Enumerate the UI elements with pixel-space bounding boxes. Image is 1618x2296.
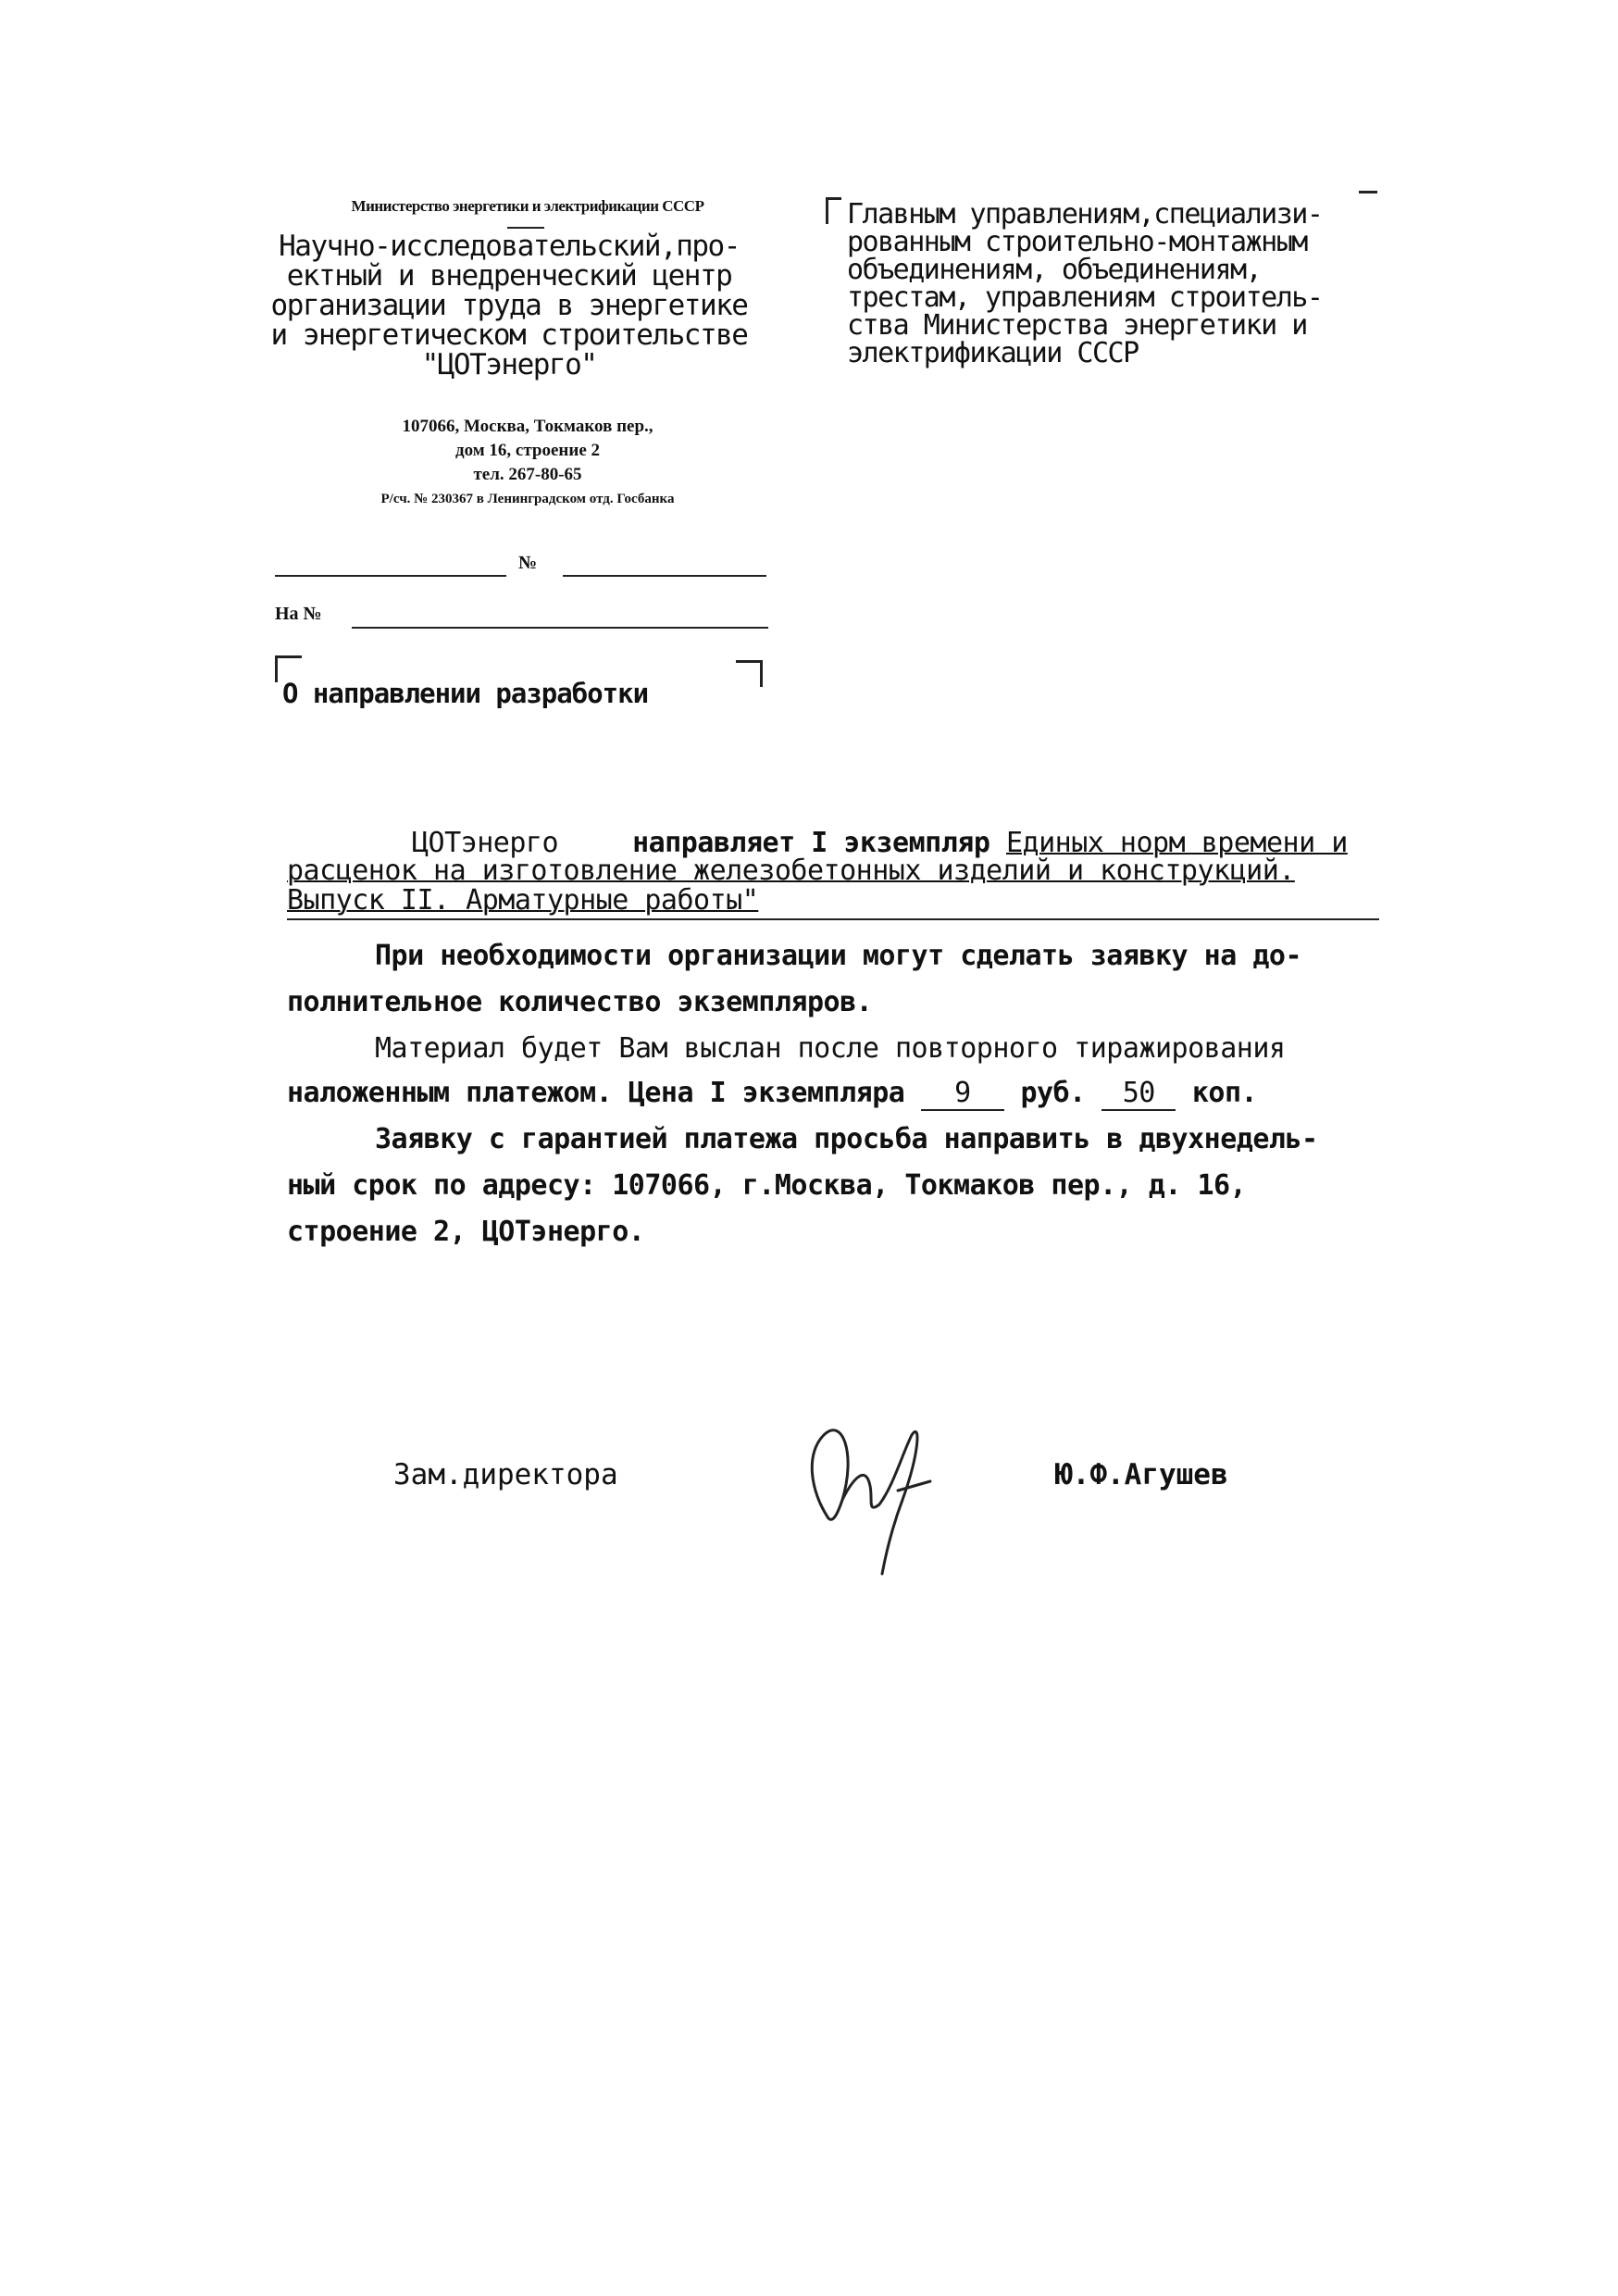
- rubles-label: руб.: [1020, 1077, 1086, 1109]
- sender-name: ЦОТэнерго: [412, 827, 559, 859]
- organization-line: ектный и внедренческий центр: [286, 259, 732, 293]
- outgoing-number-field: [563, 575, 766, 577]
- organization-line: Научно-исследовательский,про-: [279, 230, 740, 263]
- signatory-position: Зам.директора: [393, 1458, 618, 1491]
- body-line: ный срок по адресу: 107066, г.Москва, Токмаков пер., д. 16,: [287, 1169, 1247, 1202]
- addressee-bracket-right: [1359, 191, 1377, 201]
- addressee-line: трестам, управлениям строитель-: [847, 281, 1323, 314]
- addressee-line: Главным управлениям,специализи-: [847, 198, 1323, 231]
- outgoing-date-field: [275, 575, 506, 577]
- kopecks-label: коп.: [1191, 1077, 1258, 1109]
- reply-to-label: На №: [275, 604, 322, 624]
- verb-phrase: направляет I экземпляр: [632, 827, 990, 859]
- addressee-block: [847, 198, 1421, 369]
- reply-to-field: [352, 627, 768, 629]
- address-line: 107066, Москва, Токмаков пер.,: [402, 417, 653, 436]
- body-line: полнительное количество экземпляров.: [287, 986, 873, 1018]
- body-line: [287, 884, 1379, 920]
- addressee-line: ства Министерства энергетики и: [847, 309, 1307, 342]
- price-text: наложенным платежом. Цена I экземпляра: [287, 1077, 905, 1109]
- document-title-part: Единых норм времени и: [1005, 827, 1348, 859]
- bank-account-line: Р/сч. № 230367 в Ленинградском отд. Госбанка: [380, 492, 675, 506]
- signatory-name: Ю.Ф.Агушев: [1055, 1458, 1228, 1491]
- organization-line: "ЦОТэнерго": [421, 348, 597, 381]
- address-line: дом 16, строение 2: [454, 441, 601, 460]
- addressee-line: электрификации СССР: [847, 337, 1139, 369]
- body-line: расценок на изготовление железобетонных изделий и конструкций.: [287, 855, 1295, 887]
- document-title-part: Выпуск II. Арматурные работы": [287, 884, 759, 917]
- body-line: При необходимости организации могут сделать заявку на до-: [375, 940, 1302, 972]
- organization-line: организации труда в энергетике: [270, 289, 748, 322]
- price-rubles: 9: [921, 1077, 1004, 1111]
- subject-bracket-right: [736, 660, 763, 687]
- body-line: строение 2, ЦОТэнерго.: [287, 1216, 645, 1248]
- price-kopecks: 50: [1101, 1077, 1176, 1111]
- divider: [507, 227, 544, 229]
- organization-line: и энергетическом строительстве: [270, 318, 748, 352]
- addressee-line: объединениям, объединениям,: [847, 254, 1262, 286]
- address-line: тел. 267-80-65: [473, 465, 582, 484]
- number-sign: №: [518, 553, 538, 573]
- handwritten-signature-icon: [791, 1398, 958, 1583]
- organization-address: [268, 415, 787, 511]
- body-line: [287, 1077, 1257, 1111]
- addressee-line: рованным строительно-монтажным: [847, 226, 1307, 258]
- body-line: Заявку с гарантией платежа просьба направить в двухнедель-: [375, 1123, 1318, 1155]
- body-line: Материал будет Вам выслан после повторного тиражирования: [375, 1032, 1286, 1065]
- organization-name: [231, 231, 787, 380]
- ministry-name: Министерство энергетики и электрификации СССР: [351, 197, 704, 215]
- subject-line: О направлении разработки: [282, 678, 649, 709]
- addressee-bracket-left: [826, 197, 841, 224]
